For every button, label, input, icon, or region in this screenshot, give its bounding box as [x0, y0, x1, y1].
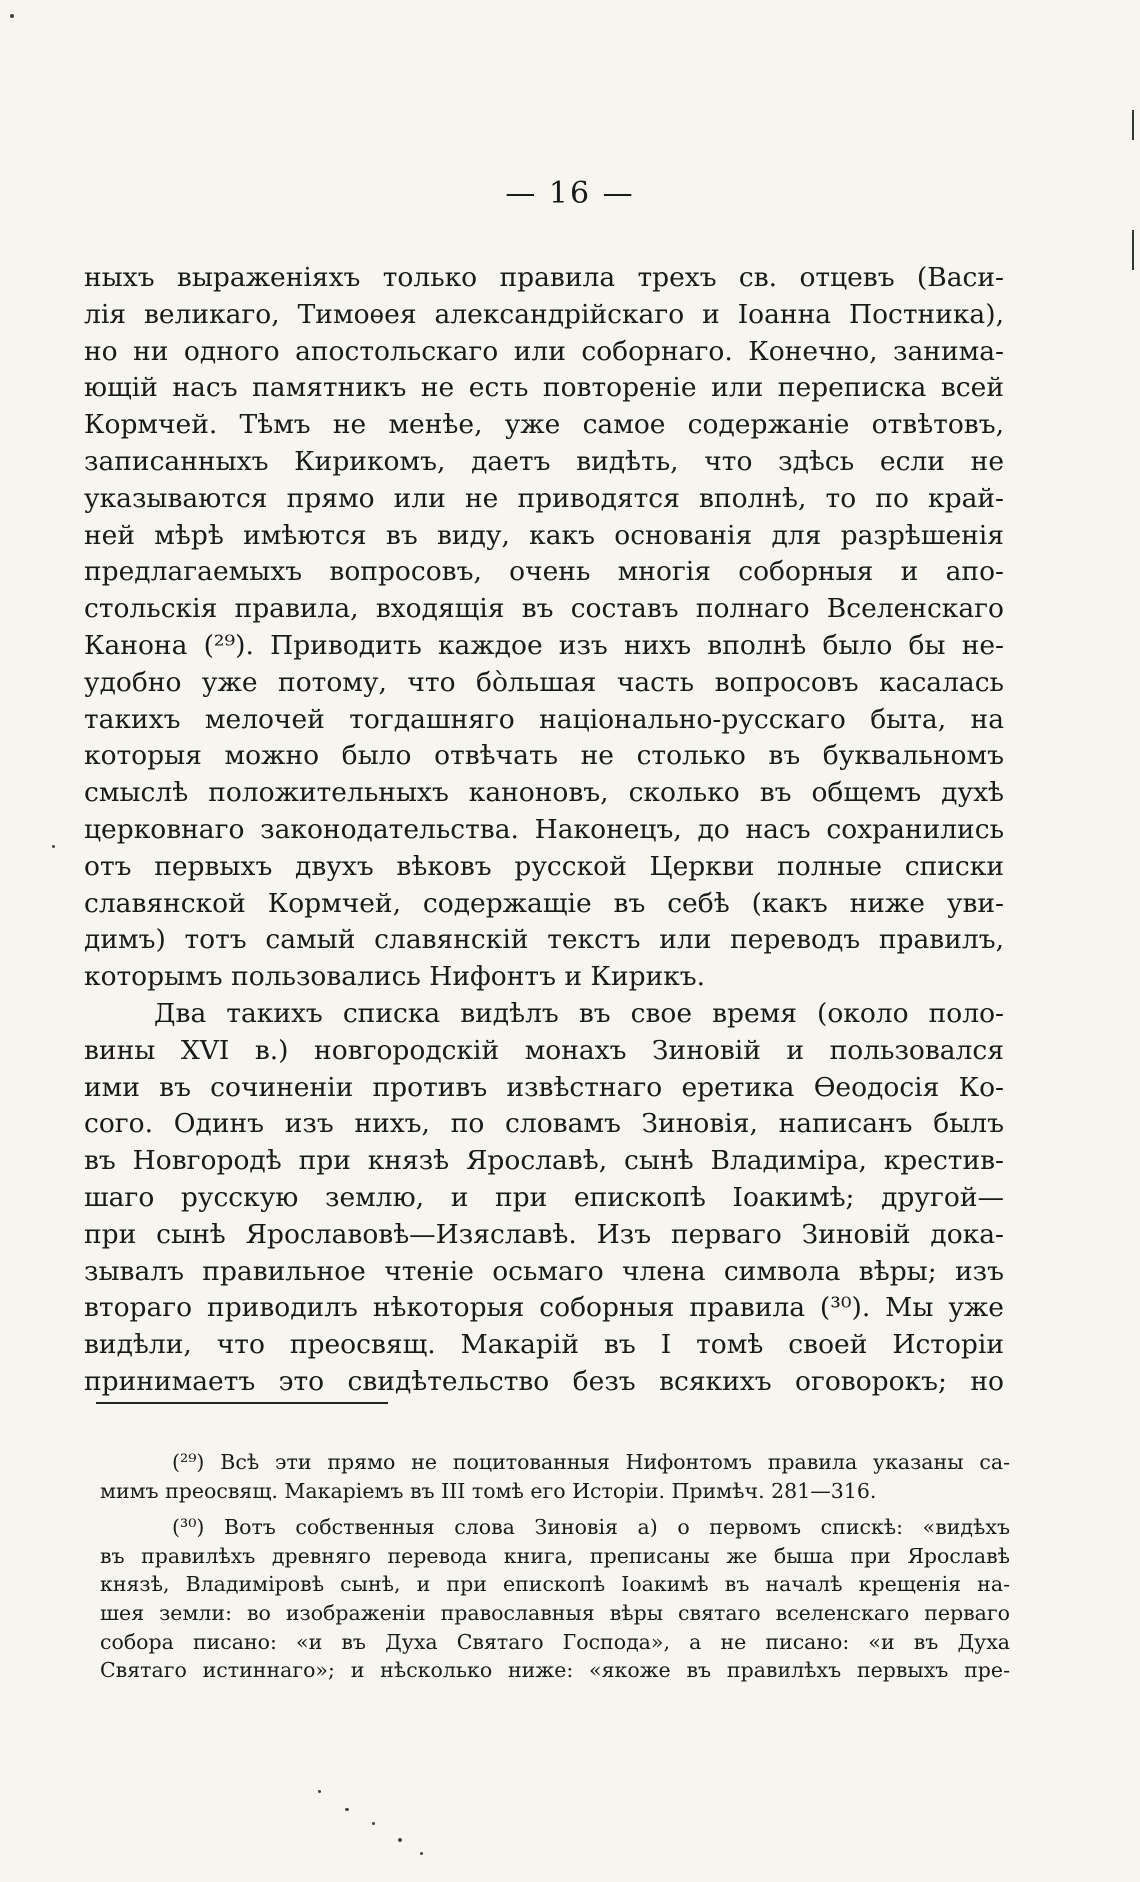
body-line: зывалъ правильное чтеніе осьмаго члена символа вѣры; изъ [84, 1255, 1004, 1287]
body-line: сого. Одинъ изъ нихъ, по словамъ Зиновія, написанъ былъ [84, 1108, 1004, 1140]
body-line: видѣли, что преосвящ. Макарій въ I томѣ своей Исторіи [84, 1329, 1004, 1361]
body-line: въ Новгородѣ при князѣ Ярославѣ, сынѣ Владиміра, крестив- [84, 1145, 1004, 1177]
body-line: втораго приводилъ нѣкоторыя соборныя правила (³⁰). Мы уже [84, 1292, 1004, 1324]
scan-speck [420, 1852, 423, 1855]
body-line: которымъ пользовались Нифонтъ и Кирикъ. [84, 961, 706, 993]
scan-speck [318, 1790, 321, 1793]
body-line: Кормчей. Тѣмъ не менѣе, уже самое содержаніе отвѣтовъ, [84, 409, 1004, 441]
footnotes [100, 1448, 1010, 1685]
body-line: лія великаго, Тимоѳея александрійскаго и Іоанна Постника), [84, 298, 1004, 330]
page-number: — 16 — [505, 176, 635, 211]
body-line: при сынѣ Ярославовѣ—Изяславѣ. Изъ перваго Зиновій дока- [84, 1218, 1004, 1250]
body-line: ющій насъ памятникъ не есть повтореніе или переписка всей [84, 372, 1004, 404]
scan-speck [52, 845, 55, 848]
footnote-30-line: въ правилѣхъ древняго перевода книга, преписаны же быша при Ярославѣ [100, 1543, 1010, 1568]
body-text [84, 260, 1004, 1401]
body-line: указываются прямо или не приводятся вполнѣ, то по край- [84, 482, 1004, 514]
body-line: которыя можно было отвѣчать не столько въ буквальномъ [84, 740, 1004, 772]
body-line: но ни одного апостольскаго или соборнаго. Конечно, занима- [84, 335, 1004, 367]
body-line: ими въ сочиненіи противъ извѣстнаго еретика Ѳеодосія Ко- [84, 1071, 1004, 1103]
body-line: Два такихъ списка видѣлъ въ свое время (около поло- [154, 997, 1004, 1029]
body-line: славянской Кормчей, содержащіе въ себѣ (какъ ниже уви- [84, 887, 1004, 919]
body-line: димъ) тотъ самый славянскій текстъ или переводъ правилъ, [84, 924, 1004, 956]
body-line: такихъ мелочей тогдашняго національно-русскаго быта, на [84, 703, 1004, 735]
footnote-29: (²⁹) Всѣ эти прямо не поцитованныя Нифонтомъ правила указаны са- [172, 1450, 1010, 1474]
body-line: отъ первыхъ двухъ вѣковъ русской Церкви полные списки [84, 850, 1004, 882]
scan-speck [345, 1808, 349, 1811]
body-line: принимаетъ это свидѣтельство безъ всякихъ оговорокъ; но [84, 1365, 1004, 1397]
body-line: ныхъ выраженіяхъ только правила трехъ св. отцевъ (Васи- [84, 262, 1004, 293]
footnote-30-line: князѣ, Владиміровѣ сынѣ, и при епископѣ Іоакимѣ въ началѣ крещенія на- [100, 1572, 1010, 1597]
scan-speck [372, 1822, 375, 1825]
footnote-30: (³⁰) Вотъ собственныя слова Зиновія а) о первомъ спискѣ: «видѣхъ [172, 1515, 1010, 1540]
scan-speck [10, 14, 14, 18]
body-line: предлагаемыхъ вопросовъ, очень многія соборныя и апо- [84, 556, 1004, 588]
body-line: Канона (²⁹). Приводить каждое изъ нихъ вполнѣ было бы не- [84, 629, 1004, 661]
body-line: ней мѣрѣ имѣются въ виду, какъ основанія для разрѣшенія [84, 519, 1004, 551]
footnote-30-line: шея земли: во изображеніи православныя вѣры святаго вселенскаго перваго [100, 1600, 1010, 1625]
body-line: церковнаго законодательства. Наконецъ, до насъ сохранились [84, 813, 1004, 845]
scan-edge-mark [1132, 110, 1134, 140]
scan-edge-mark [1132, 230, 1134, 270]
body-line: удобно уже потому, что бо̀льшая часть вопросовъ касалась [84, 666, 1004, 698]
footnote-30-line: собора писано: «и въ Духа Святаго Господа», а не писано: «и въ Духа [100, 1629, 1010, 1654]
footnote-divider [96, 1402, 388, 1404]
body-line: стольскія правила, входящія въ составъ полнаго Вселенскаго [84, 593, 1004, 625]
body-line: записанныхъ Кирикомъ, даетъ видѣть, что здѣсь если не [84, 445, 1004, 477]
scan-speck [398, 1838, 402, 1842]
body-line: вины XVI в.) новгородскій монахъ Зиновій и пользовался [84, 1034, 1004, 1066]
body-line: смыслѣ положительныхъ каноновъ, сколько въ общемъ духѣ [84, 777, 1004, 809]
footnote-30-line: Святаго истиннаго»; и нѣсколько ниже: «якоже въ правилѣхъ первыхъ пре- [100, 1658, 1010, 1683]
footnote-29-line: мимъ преосвящ. Макаріемъ въ III томѣ его Исторіи. Примѣч. 281—316. [100, 1478, 877, 1503]
body-line: шаго русскую землю, и при епископѣ Іоакимѣ; другой— [84, 1181, 1004, 1213]
